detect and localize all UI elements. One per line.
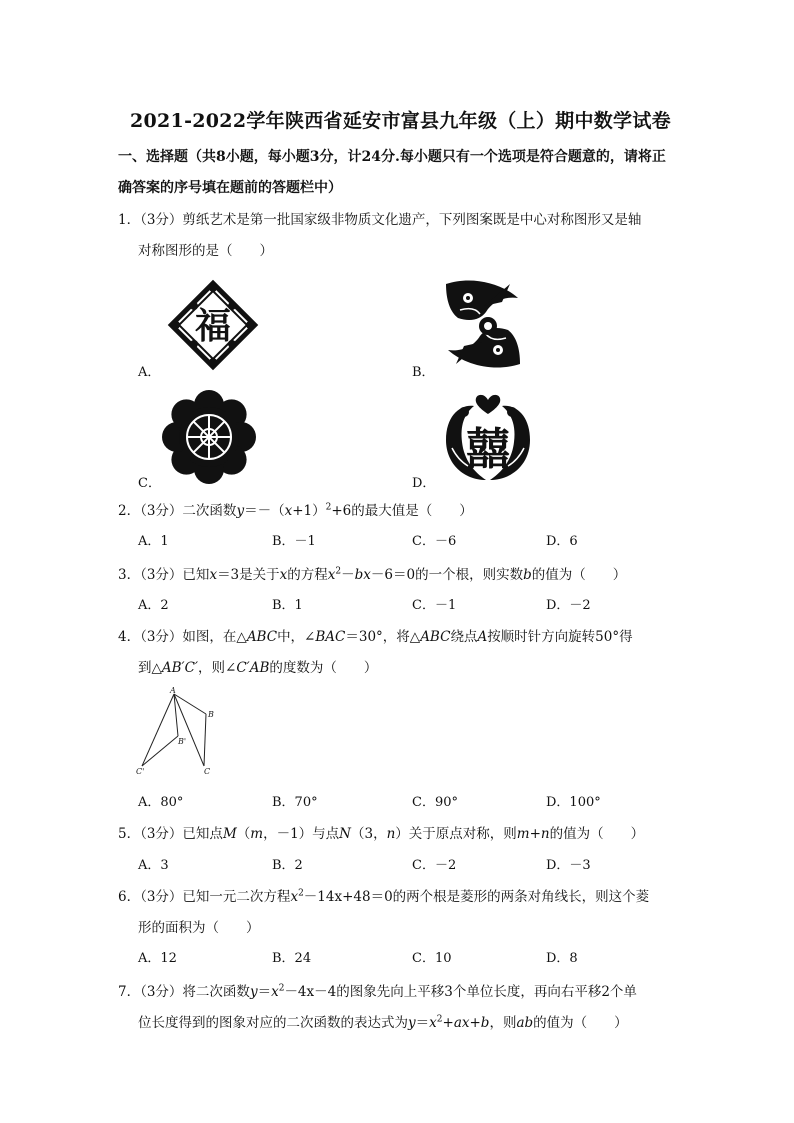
q3-text: 3．（3分）已知x＝3是关于x的方程$x^2-bx-6=0$的一个根，则实数b的值为（ ） bbox=[118, 566, 627, 583]
q1-option-c[interactable]: C． bbox=[138, 476, 161, 491]
q4-text-line1: 4．（3分）如图，在△ABC中，∠BAC＝30°，将△ABC绕点A按顺时针方向旋转50°得 bbox=[118, 629, 633, 645]
q6-text-line2: 形的面积为（ ） bbox=[138, 920, 260, 936]
q5-text: 5．（3分）已知点M（m，－1）与点N（3，n）关于原点对称，则m+n的值为（ ） bbox=[118, 826, 645, 842]
page-title: 2021-2022学年陕西省延安市富县九年级（上）期中数学试卷 bbox=[130, 110, 671, 132]
section-header-line1: 一、选择题（共8小题，每小题3分，计24分.每小题只有一个选项是符合题意的，请将正 bbox=[118, 149, 666, 165]
q1-option-a[interactable]: A． bbox=[138, 365, 161, 380]
q4-option-c[interactable]: C．90° bbox=[412, 795, 458, 810]
q4-option-a[interactable]: A．80° bbox=[138, 795, 184, 810]
q3-option-a[interactable]: A．2 bbox=[138, 598, 169, 613]
q6-option-b[interactable]: B．24 bbox=[272, 951, 312, 966]
q7-text-line2: 位长度得到的图象对应的二次函数的表达式为$y=x^2+ax+b$，则ab的值为（ ） bbox=[138, 1014, 628, 1031]
q1-option-d[interactable]: D． bbox=[412, 476, 436, 491]
segment-ab-prime bbox=[174, 694, 178, 736]
q5-option-c[interactable]: C．－2 bbox=[412, 858, 457, 873]
fu-papercut-icon bbox=[164, 276, 262, 374]
q3-option-c[interactable]: C．－1 bbox=[412, 598, 457, 613]
segment-b-prime-c-prime bbox=[142, 736, 178, 766]
flower-papercut-icon bbox=[162, 390, 256, 484]
q1-option-b[interactable]: B． bbox=[412, 365, 435, 380]
q7-text-line1: 7．（3分）将二次函数$y=x^2-4x-4$的图象先向上平移3个单位长度，再向右平移2个单 bbox=[118, 983, 637, 1000]
q2-option-c[interactable]: C．－6 bbox=[412, 534, 457, 549]
q6-option-d[interactable]: D．8 bbox=[546, 951, 578, 966]
segment-bc bbox=[204, 714, 206, 766]
q4-option-d[interactable]: D．100° bbox=[546, 795, 601, 810]
q5-option-b[interactable]: B．2 bbox=[272, 858, 303, 873]
q4-option-b[interactable]: B．70° bbox=[272, 795, 318, 810]
q4-rotation-figure bbox=[134, 684, 226, 776]
q2-option-a[interactable]: A．1 bbox=[138, 534, 169, 549]
q6-option-c[interactable]: C．10 bbox=[412, 951, 452, 966]
q3-option-b[interactable]: B．1 bbox=[272, 598, 303, 613]
q1-text-line2: 对称图形的是（ ） bbox=[138, 243, 273, 259]
q1-text-line1: 1．（3分）剪纸艺术是第一批国家级非物质文化遗产，下列图案既是中心对称图形又是轴 bbox=[118, 212, 642, 228]
label-b: B bbox=[208, 710, 214, 719]
label-b-prime: B' bbox=[178, 737, 187, 746]
q2-option-b[interactable]: B．－1 bbox=[272, 534, 316, 549]
q5-option-a[interactable]: A．3 bbox=[138, 858, 169, 873]
segment-ac bbox=[174, 694, 204, 766]
fu-glyph: 福 bbox=[194, 306, 232, 347]
q6-text-line1: 6．（3分）已知一元二次方程$x^2-14x+48=0$的两个根是菱形的两条对角线长，则这个菱 bbox=[118, 888, 650, 905]
q3-option-d[interactable]: D．－2 bbox=[546, 598, 591, 613]
q6-option-a[interactable]: A．12 bbox=[138, 951, 177, 966]
label-c-prime: C' bbox=[136, 767, 145, 776]
q2-text: 2．（3分）二次函数$y=-(x+1)^2+6$的最大值是（ ） bbox=[118, 502, 473, 519]
double-happiness-papercut-icon bbox=[440, 390, 536, 486]
segment-ac-prime bbox=[142, 694, 174, 766]
q5-option-d[interactable]: D．－3 bbox=[546, 858, 591, 873]
twin-fish-papercut-icon bbox=[440, 276, 526, 372]
label-a: A bbox=[170, 686, 176, 695]
q4-text-line2: 到△AB′C′，则∠C′AB的度数为（ ） bbox=[138, 660, 378, 676]
label-c: C bbox=[204, 767, 211, 776]
segment-ab bbox=[174, 694, 206, 714]
xi-glyph: 囍 bbox=[466, 424, 510, 475]
q2-option-d[interactable]: D．6 bbox=[546, 534, 578, 549]
section-header-line2: 确答案的序号填在题前的答题栏中） bbox=[118, 180, 342, 196]
